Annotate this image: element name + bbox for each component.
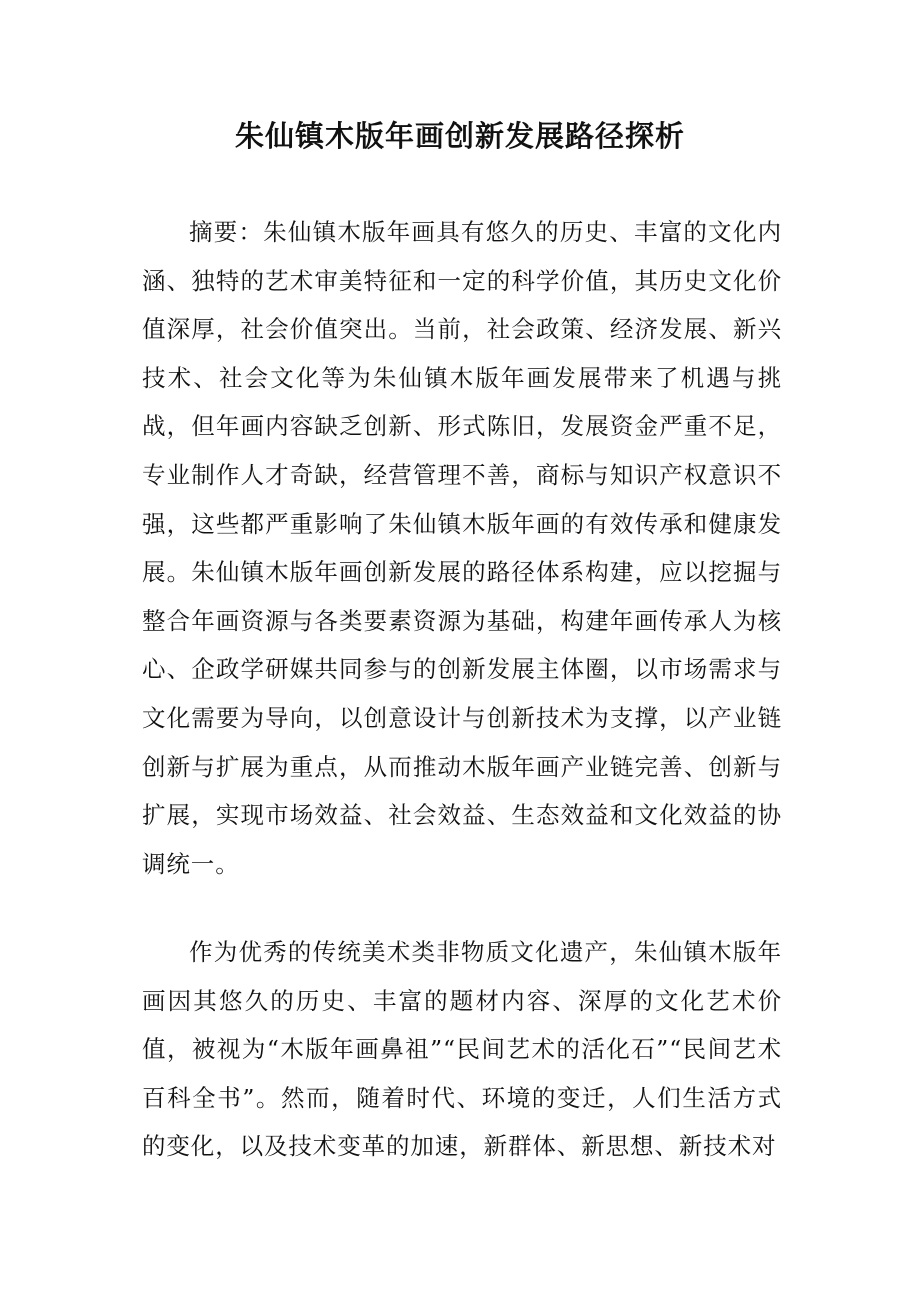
body-paragraph: 作为优秀的传统美术类非物质文化遗产，朱仙镇木版年画因其悠久的历史、丰富的题材内容、深厚的文化艺术价值，被视为“木版年画鼻祖”“民间艺术的活化石”“民间艺术百科全书”。然而，随着时代、环境的变迁，人们生活方式的变化，以及技术变革的加速，新群体、新思想、新技术对 xyxy=(142,938,782,1161)
document-title: 朱仙镇木版年画创新发展路径探析 xyxy=(234,119,685,153)
abstract-paragraph: 摘要：朱仙镇木版年画具有悠久的历史、丰富的文化内涵、独特的艺术审美特征和一定的科学价值，其历史文化价值深厚，社会价值突出。当前，社会政策、经济发展、新兴技术、社会文化等为朱仙镇木版年画发展带来了机遇与挑战，但年画内容缺乏创新、形式陈旧，发展资金严重不足，专业制作人才奇缺，经营管理不善，商标与知识产权意识不强，这些都严重影响了朱仙镇木版年画的有效传承和健康发展。朱仙镇木版年画创新发展的路径体系构建，应以挖掘与整合年画资源与各类要素资源为基础，构建年画传承人为核心、企政学研媒共同参与的创新发展主体圈，以市场需求与文化需要为导向，以创意设计与创新技术为支撑，以产业链创新与扩展为重点，从而推动木版年画产业链完善、创新与扩展，实现市场效益、社会效益、生态效益和文化效益的协调统一。 xyxy=(142,218,782,878)
